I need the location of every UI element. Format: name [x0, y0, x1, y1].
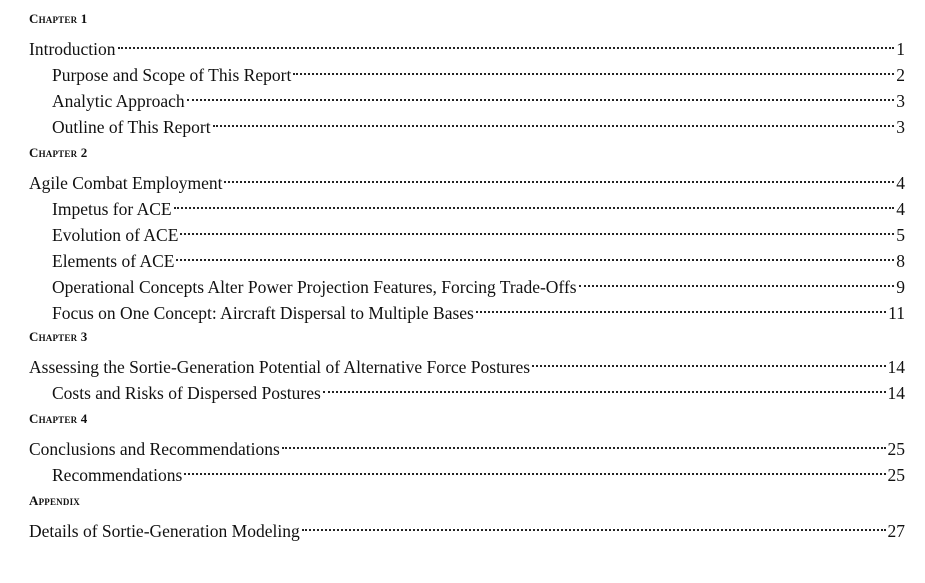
chapter-label: Chapter 2	[29, 145, 88, 160]
entry-title: Assessing the Sortie-Generation Potential of Alternative Force Postures	[29, 357, 531, 377]
dot-leader	[213, 107, 895, 133]
toc-entry-introduction[interactable]	[29, 29, 905, 59]
dot-leader	[323, 373, 886, 399]
entry-title: Details of Sortie-Generation Modeling	[29, 521, 300, 541]
page-number: 4	[896, 199, 905, 219]
chapter-1-block	[29, 9, 905, 137]
chapter-3-block	[29, 327, 905, 403]
entry-title: Focus on One Concept: Aircraft Dispersal to Multiple Bases	[52, 303, 474, 323]
entry-title: Operational Concepts Alter Power Projection Features, Forcing Trade-Offs	[52, 277, 577, 297]
dot-leader	[180, 215, 894, 241]
page-number: 9	[896, 277, 905, 297]
dot-leader	[532, 347, 885, 373]
page-number: 3	[896, 117, 905, 137]
entry-title: Elements of ACE	[52, 251, 175, 271]
dot-leader	[187, 81, 895, 107]
page-number: 25	[887, 439, 905, 459]
dot-leader	[476, 293, 886, 319]
entry-title: Introduction	[29, 39, 116, 59]
toc-entry-assessing-sortie-generation[interactable]	[29, 347, 905, 377]
entry-title: Costs and Risks of Dispersed Postures	[52, 383, 321, 403]
entry-title: Analytic Approach	[52, 91, 185, 111]
dot-leader	[224, 163, 894, 189]
chapter-2-block	[29, 143, 905, 323]
entry-title: Agile Combat Employment	[29, 173, 223, 193]
chapter-label: Chapter 1	[29, 11, 88, 26]
page-number: 4	[896, 173, 905, 193]
toc-entry-conclusions[interactable]	[29, 429, 905, 459]
page-number: 14	[887, 357, 905, 377]
toc-entry-details-of-modeling[interactable]	[29, 511, 905, 541]
dot-leader	[176, 241, 894, 267]
entry-title: Impetus for ACE	[52, 199, 172, 219]
dot-leader	[118, 29, 895, 55]
entry-title: Recommendations	[52, 465, 183, 485]
dot-leader	[579, 267, 895, 293]
table-of-contents	[29, 9, 905, 541]
page-number: 25	[887, 465, 905, 485]
dot-leader	[174, 189, 895, 215]
chapter-label: Chapter 3	[29, 329, 88, 344]
entry-title: Outline of This Report	[52, 117, 211, 137]
dot-leader	[302, 511, 886, 537]
entry-title: Conclusions and Recommendations	[29, 439, 280, 459]
entry-title: Evolution of ACE	[52, 225, 179, 245]
page-number: 14	[887, 383, 905, 403]
chapter-label: Chapter 4	[29, 411, 88, 426]
page-number: 1	[896, 39, 905, 59]
toc-entry-purpose-and-scope[interactable]	[29, 55, 905, 85]
appendix-block	[29, 491, 905, 541]
dot-leader	[282, 429, 886, 455]
entry-title: Purpose and Scope of This Report	[52, 65, 292, 85]
page-number: 11	[888, 303, 905, 323]
page-number: 8	[896, 251, 905, 271]
toc-entry-agile-combat-employment[interactable]	[29, 163, 905, 193]
appendix-label: Appendix	[29, 493, 80, 508]
chapter-4-block	[29, 409, 905, 485]
page-number: 2	[896, 65, 905, 85]
dot-leader	[293, 55, 894, 81]
dot-leader	[184, 455, 885, 481]
page-number: 5	[896, 225, 905, 245]
page-number: 3	[896, 91, 905, 111]
page-number: 27	[887, 521, 905, 541]
